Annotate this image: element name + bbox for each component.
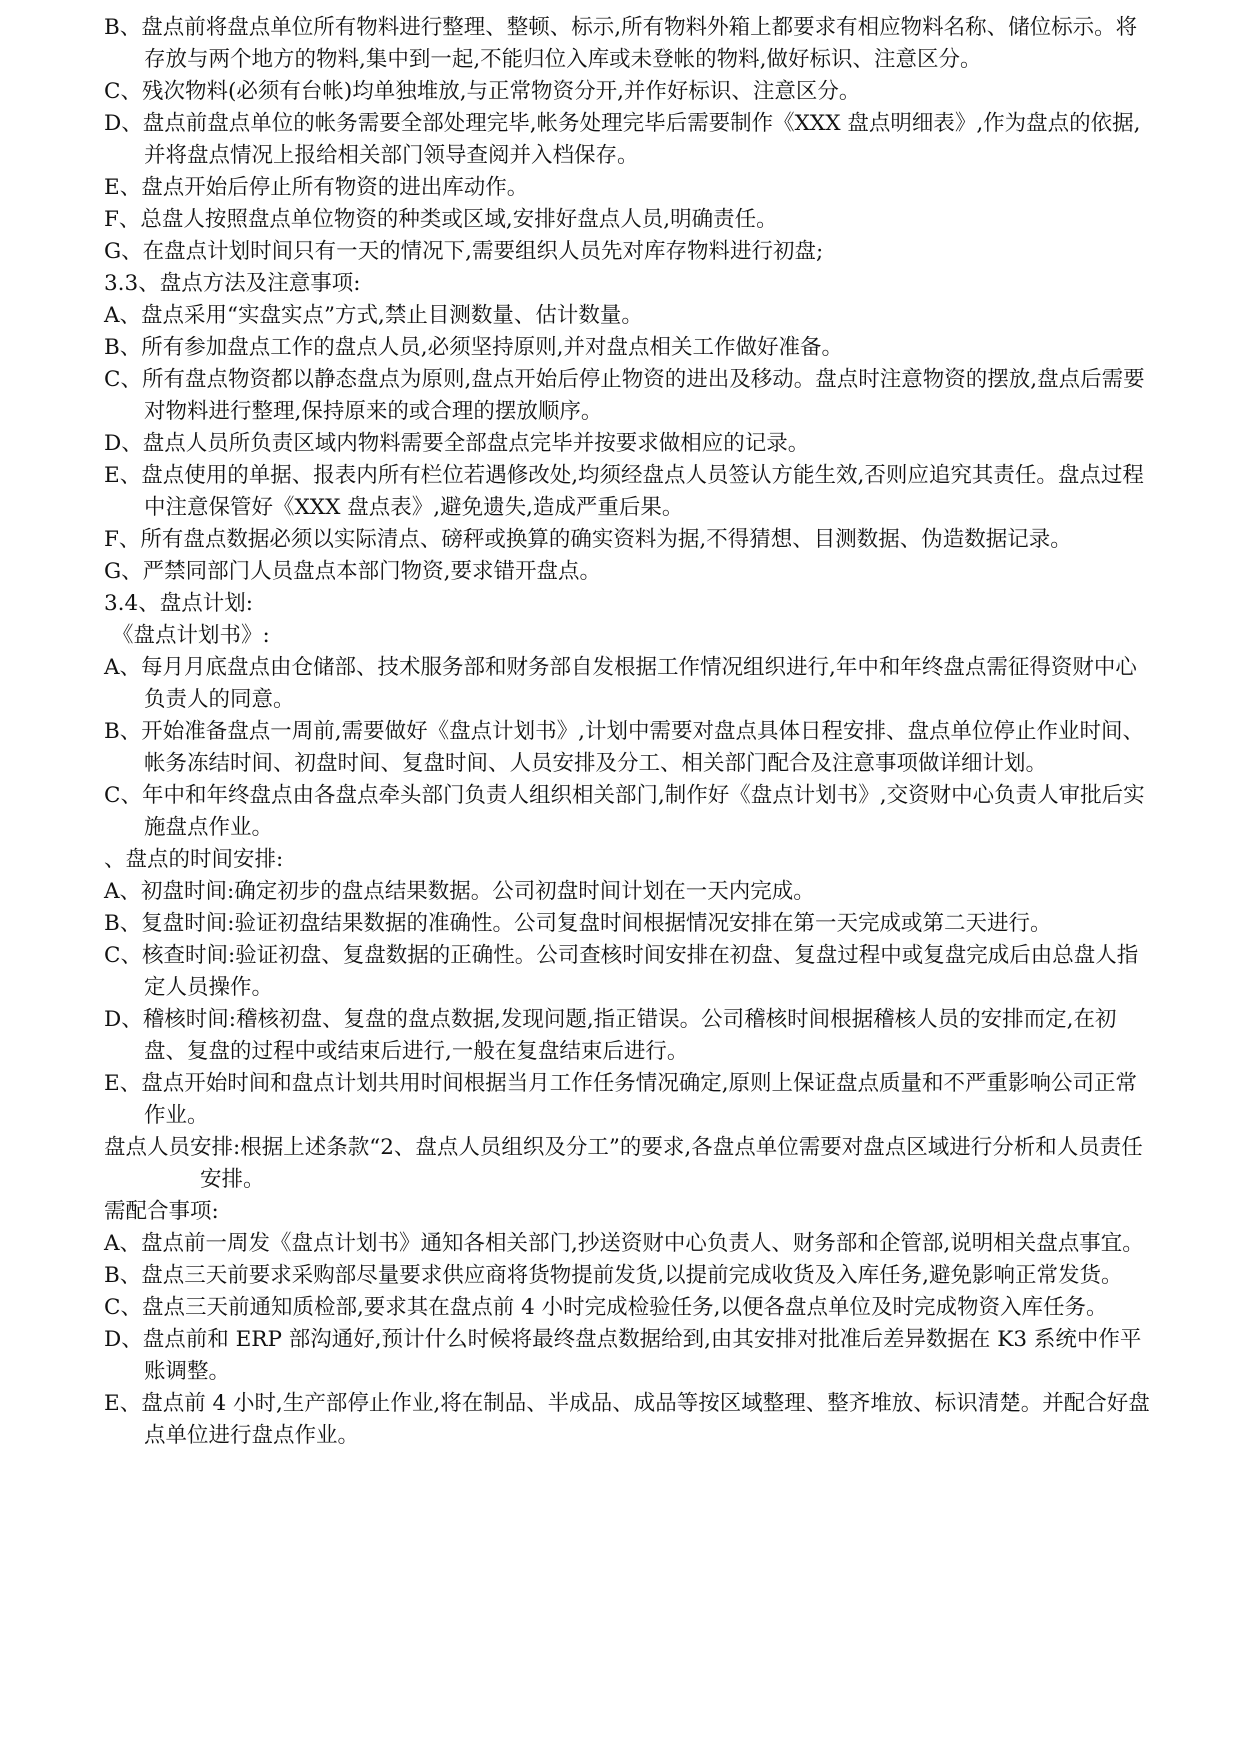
list-item: C、核查时间:验证初盘、复盘数据的正确性。公司查核时间安排在初盘、复盘过程中或复盘完成后由总盘人指定人员操作。 bbox=[104, 943, 1139, 1000]
list-item: B、开始准备盘点一周前,需要做好《盘点计划书》,计划中需要对盘点具体日程安排、盘点单位停止作业时间、帐务冻结时间、初盘时间、复盘时间、人员安排及分工、相关部门配合及注意事项做详细计划。 bbox=[104, 719, 1144, 776]
list-item: A、盘点采用“实盘实点”方式,禁止目测数量、估计数量。 bbox=[104, 303, 643, 328]
section-heading: 需配合事项: bbox=[104, 1199, 219, 1224]
section-heading: 3.4、盘点计划: bbox=[104, 591, 253, 616]
list-item: E、盘点开始后停止所有物资的进出库动作。 bbox=[104, 175, 529, 200]
list-item: G、严禁同部门人员盘点本部门物资,要求错开盘点。 bbox=[104, 559, 602, 584]
list-item: F、总盘人按照盘点单位物资的种类或区域,安排好盘点人员,明确责任。 bbox=[104, 207, 778, 232]
list-item: C、年中和年终盘点由各盘点牵头部门负责人组织相关部门,制作好《盘点计划书》,交资财中心负责人审批后实施盘点作业。 bbox=[104, 783, 1145, 840]
list-item: B、复盘时间:验证初盘结果数据的准确性。公司复盘时间根据情况安排在第一天完成或第二天进行。 bbox=[104, 911, 1052, 936]
section-heading: 、盘点的时间安排: bbox=[104, 847, 284, 872]
list-item: A、盘点前一周发《盘点计划书》通知各相关部门,抄送资财中心负责人、财务部和企管部,说明相关盘点事宜。 bbox=[104, 1231, 1144, 1256]
list-item: E、盘点开始时间和盘点计划共用时间根据当月工作任务情况确定,原则上保证盘点质量和不严重影响公司正常作业。 bbox=[104, 1071, 1138, 1128]
list-item: D、盘点前和 ERP 部沟通好,预计什么时候将最终盘点数据给到,由其安排对批准后差异数据在 K3 系统中作平账调整。 bbox=[104, 1327, 1142, 1384]
list-item: A、每月月底盘点由仓储部、技术服务部和财务部自发根据工作情况组织进行,年中和年终盘点需征得资财中心负责人的同意。 bbox=[104, 655, 1137, 712]
list-item: C、残次物料(必须有台帐)均单独堆放,与正常物资分开,并作好标识、注意区分。 bbox=[104, 79, 861, 104]
list-item: B、盘点前将盘点单位所有物料进行整理、整顿、标示,所有物料外箱上都要求有相应物料名称、储位标示。将存放与两个地方的物料,集中到一起,不能归位入库或未登帐的物料,做好标识、注意区分。 bbox=[104, 15, 1138, 72]
section-heading: 3.3、盘点方法及注意事项: bbox=[104, 271, 361, 296]
list-item: D、盘点前盘点单位的帐务需要全部处理完毕,帐务处理完毕后需要制作《XXX 盘点明细表》,作为盘点的依据,并将盘点情况上报给相关部门领导查阅并入档保存。 bbox=[104, 111, 1141, 168]
list-item: B、盘点三天前要求采购部尽量要求供应商将货物提前发货,以提前完成收货及入库任务,避免影响正常发货。 bbox=[104, 1263, 1123, 1288]
list-item: D、盘点人员所负责区域内物料需要全部盘点完毕并按要求做相应的记录。 bbox=[104, 431, 810, 456]
list-item: C、盘点三天前通知质检部,要求其在盘点前 4 小时完成检验任务,以便各盘点单位及时完成物资入库任务。 bbox=[104, 1295, 1108, 1320]
subsection-heading: 《盘点计划书》: bbox=[112, 623, 270, 648]
list-item: C、所有盘点物资都以静态盘点为原则,盘点开始后停止物资的进出及移动。盘点时注意物资的摆放,盘点后需要对物料进行整理,保持原来的或合理的摆放顺序。 bbox=[104, 367, 1145, 424]
list-item: A、初盘时间:确定初步的盘点结果数据。公司初盘时间计划在一天内完成。 bbox=[104, 879, 815, 904]
list-item: D、稽核时间:稽核初盘、复盘的盘点数据,发现问题,指正错误。公司稽核时间根据稽核人员的安排而定,在初盘、复盘的过程中或结束后进行,一般在复盘结束后进行。 bbox=[104, 1007, 1117, 1064]
paragraph: 盘点人员安排:根据上述条款“2、盘点人员组织及分工”的要求,各盘点单位需要对盘点区域进行分析和人员责任安排。 bbox=[104, 1135, 1143, 1192]
list-item: F、所有盘点数据必须以实际清点、磅秤或换算的确实资料为据,不得猜想、目测数据、伪造数据记录。 bbox=[104, 527, 1072, 552]
list-item: E、盘点使用的单据、报表内所有栏位若遇修改处,均须经盘点人员签认方能生效,否则应追究其责任。盘点过程中注意保管好《XXX 盘点表》,避免遗失,造成严重后果。 bbox=[104, 463, 1144, 520]
list-item: E、盘点前 4 小时,生产部停止作业,将在制品、半成品、成品等按区域整理、整齐堆放、标识清楚。并配合好盘点单位进行盘点作业。 bbox=[104, 1391, 1150, 1448]
list-item: G、在盘点计划时间只有一天的情况下,需要组织人员先对库存物料进行初盘; bbox=[104, 239, 824, 264]
document-body bbox=[104, 12, 1152, 1452]
list-item: B、所有参加盘点工作的盘点人员,必须坚持原则,并对盘点相关工作做好准备。 bbox=[104, 335, 843, 360]
